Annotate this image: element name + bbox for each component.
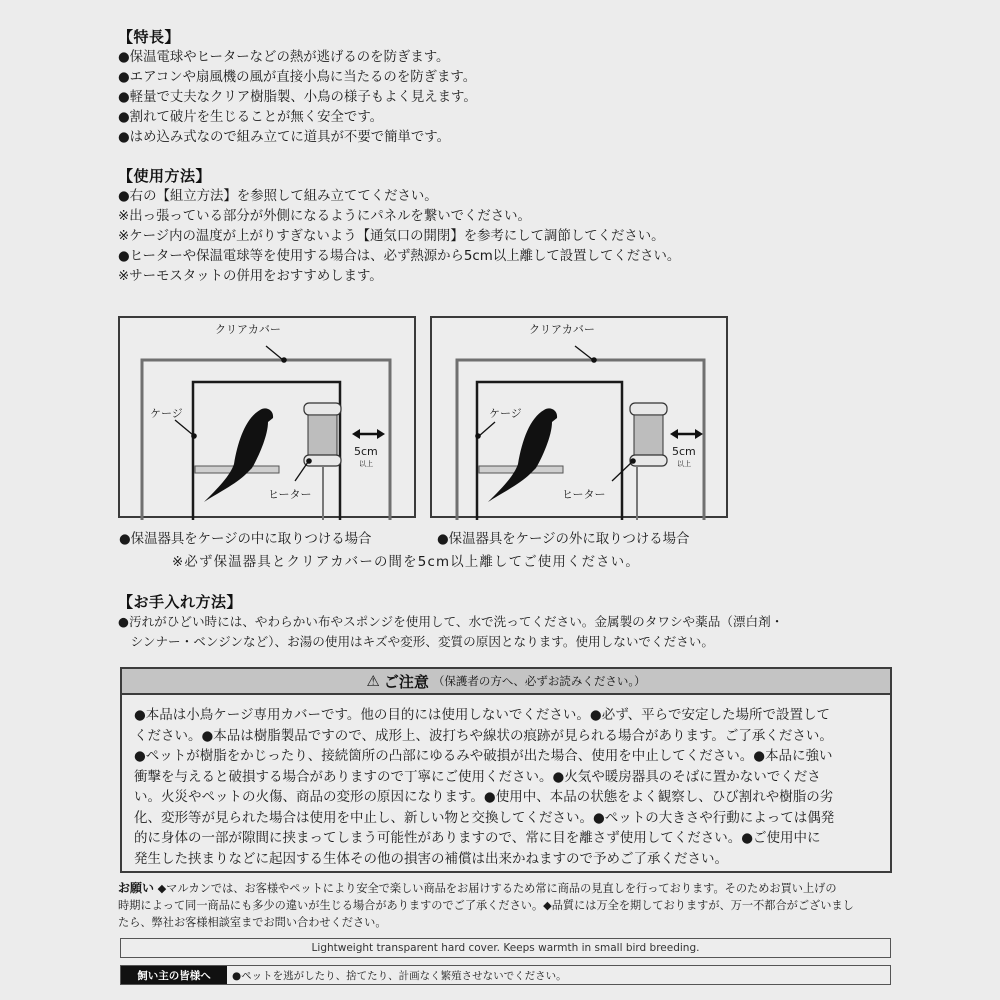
- list-item: ●軽量で丈夫なクリア樹脂製、小鳥の様子もよく見えます。: [118, 90, 477, 105]
- list-item: ●右の【組立方法】を参照して組み立ててください。: [118, 189, 438, 204]
- usage-list: [118, 187, 680, 287]
- heater-label: ヒーター: [268, 488, 312, 501]
- features-list: [118, 48, 477, 148]
- caution-line: 衝撃を与えると破損する場合がありますので丁寧にご使用ください。●火気や暖房器具のそばに置かないでくださ: [134, 768, 821, 785]
- care-line: ●汚れがひどい時には、やわらかい布やスポンジを使用して、水で洗ってください。金属製のタワシや薬品（漂白剤・: [118, 614, 784, 629]
- caution-body: [122, 695, 890, 869]
- caution-line: ●ペットが樹脂をかじったり、接続箇所の凸部にゆるみや破損が出た場合、使用を中止してください。●本品に強い: [134, 748, 833, 764]
- distance-sub-label: 以上: [677, 460, 691, 468]
- caution-header: [122, 669, 890, 695]
- owner-notice-label: 飼い主の皆様へ: [121, 966, 227, 984]
- list-item: ●割れて破片を生じることが無く安全です。: [118, 110, 384, 125]
- heater-label: ヒーター: [562, 488, 606, 501]
- features-heading: 【特長】: [118, 28, 181, 46]
- request-line: たら、弊社お客様相談室までお問い合わせください。: [118, 916, 387, 929]
- diagram-heater-inside: [118, 316, 416, 518]
- english-tagline: Lightweight transparent hard cover. Keeps warmth in small bird breeding.: [311, 942, 700, 954]
- diagram-note: ※必ず保温器具とクリアカバーの間を5cm以上離してご使用ください。: [172, 555, 640, 570]
- distance-sub-label: 以上: [359, 460, 373, 468]
- owner-notice-text: ●ペットを逃がしたり、捨てたり、計画なく繁殖させないでください。: [232, 969, 567, 982]
- caution-line: 化、変形等が見られた場合は使用を中止し、新しい物と交換してください。●ペットの大きさや行動によっては偶発: [134, 809, 835, 826]
- request-block: [118, 880, 854, 931]
- diagram-caption-inside: ●保温器具をケージの中に取りつける場合: [119, 532, 372, 547]
- list-item: ●エアコンや扇風機の風が直接小鳥に当たるのを防ぎます。: [118, 70, 477, 85]
- caution-line: ●本品は小鳥ケージ専用カバーです。他の目的には使用しないでください。●必ず、平らで安定した場所で設置して: [134, 707, 830, 723]
- care-line: シンナー・ベンジンなど）、お湯の使用はキズや変形、変質の原因となります。使用しないでください。: [118, 634, 714, 649]
- diagram-caption-outside: ●保温器具をケージの外に取りつける場合: [437, 532, 690, 547]
- caution-line: い。火災やペットの火傷、商品の変形の原因になります。●使用中、本品の状態をよく観察し、ひび割れや樹脂の劣: [134, 789, 834, 805]
- caution-line: ください。●本品は樹脂製品ですので、成形上、波打ちや線状の痕跡が見られる場合があります。ご了承ください。: [134, 727, 833, 744]
- clear-cover-label: クリアカバー: [215, 323, 281, 336]
- distance-label: 5cm: [354, 445, 378, 458]
- cage-label: ケージ: [489, 407, 522, 420]
- usage-heading: 【使用方法】: [118, 167, 212, 185]
- caution-subtitle: （保護者の方へ、必ずお読みください。）: [432, 674, 646, 688]
- clear-cover-label: クリアカバー: [529, 323, 595, 336]
- care-heading: 【お手入れ方法】: [118, 593, 243, 611]
- list-item: ●はめ込み式なので組み立てに道具が不要で簡単です。: [118, 130, 450, 145]
- request-line: ◆マルカンでは、お客様やペットにより安全で楽しい商品をお届けするため常に商品の見直しを行っております。そのためお買い上げの: [157, 882, 837, 895]
- list-item: ●ヒーターや保温電球等を使用する場合は、必ず熱源から5cm以上離して設置してください。: [118, 249, 681, 264]
- request-line: 時期によって同一商品にも多少の違いが生じる場合がありますのでご了承ください。◆品質には万全を期しておりますが、万一不都合がございまし: [118, 899, 854, 912]
- owner-notice-box: [120, 965, 891, 985]
- list-item: ※ケージ内の温度が上がりすぎないよう【通気口の開閉】を参考にして調節してください。: [118, 229, 665, 244]
- cage-label: ケージ: [150, 407, 183, 420]
- caution-line: 発生した挟まりなどに起因する生体その他の損害の補償は出来かねますので予めご了承ください。: [134, 850, 728, 867]
- care-text: [118, 612, 783, 652]
- caution-title: ご注意: [383, 672, 429, 691]
- warning-icon: ⚠: [366, 672, 380, 690]
- caution-line: 的に身体の一部が隙間に挟まってしまう可能性がありますので、常に目を離さず使用してください。●ご使用中に: [134, 830, 821, 846]
- english-tagline-box: [120, 938, 891, 958]
- distance-label: 5cm: [672, 445, 696, 458]
- diagram-heater-outside: [430, 316, 728, 518]
- list-item: ※出っ張っている部分が外側になるようにパネルを繋いでください。: [118, 209, 531, 224]
- list-item: ●保温電球やヒーターなどの熱が逃げるのを防ぎます。: [118, 50, 450, 65]
- caution-box: [120, 667, 892, 873]
- list-item: ※サーモスタットの併用をおすすめします。: [118, 269, 383, 284]
- request-label: お願い: [118, 881, 155, 895]
